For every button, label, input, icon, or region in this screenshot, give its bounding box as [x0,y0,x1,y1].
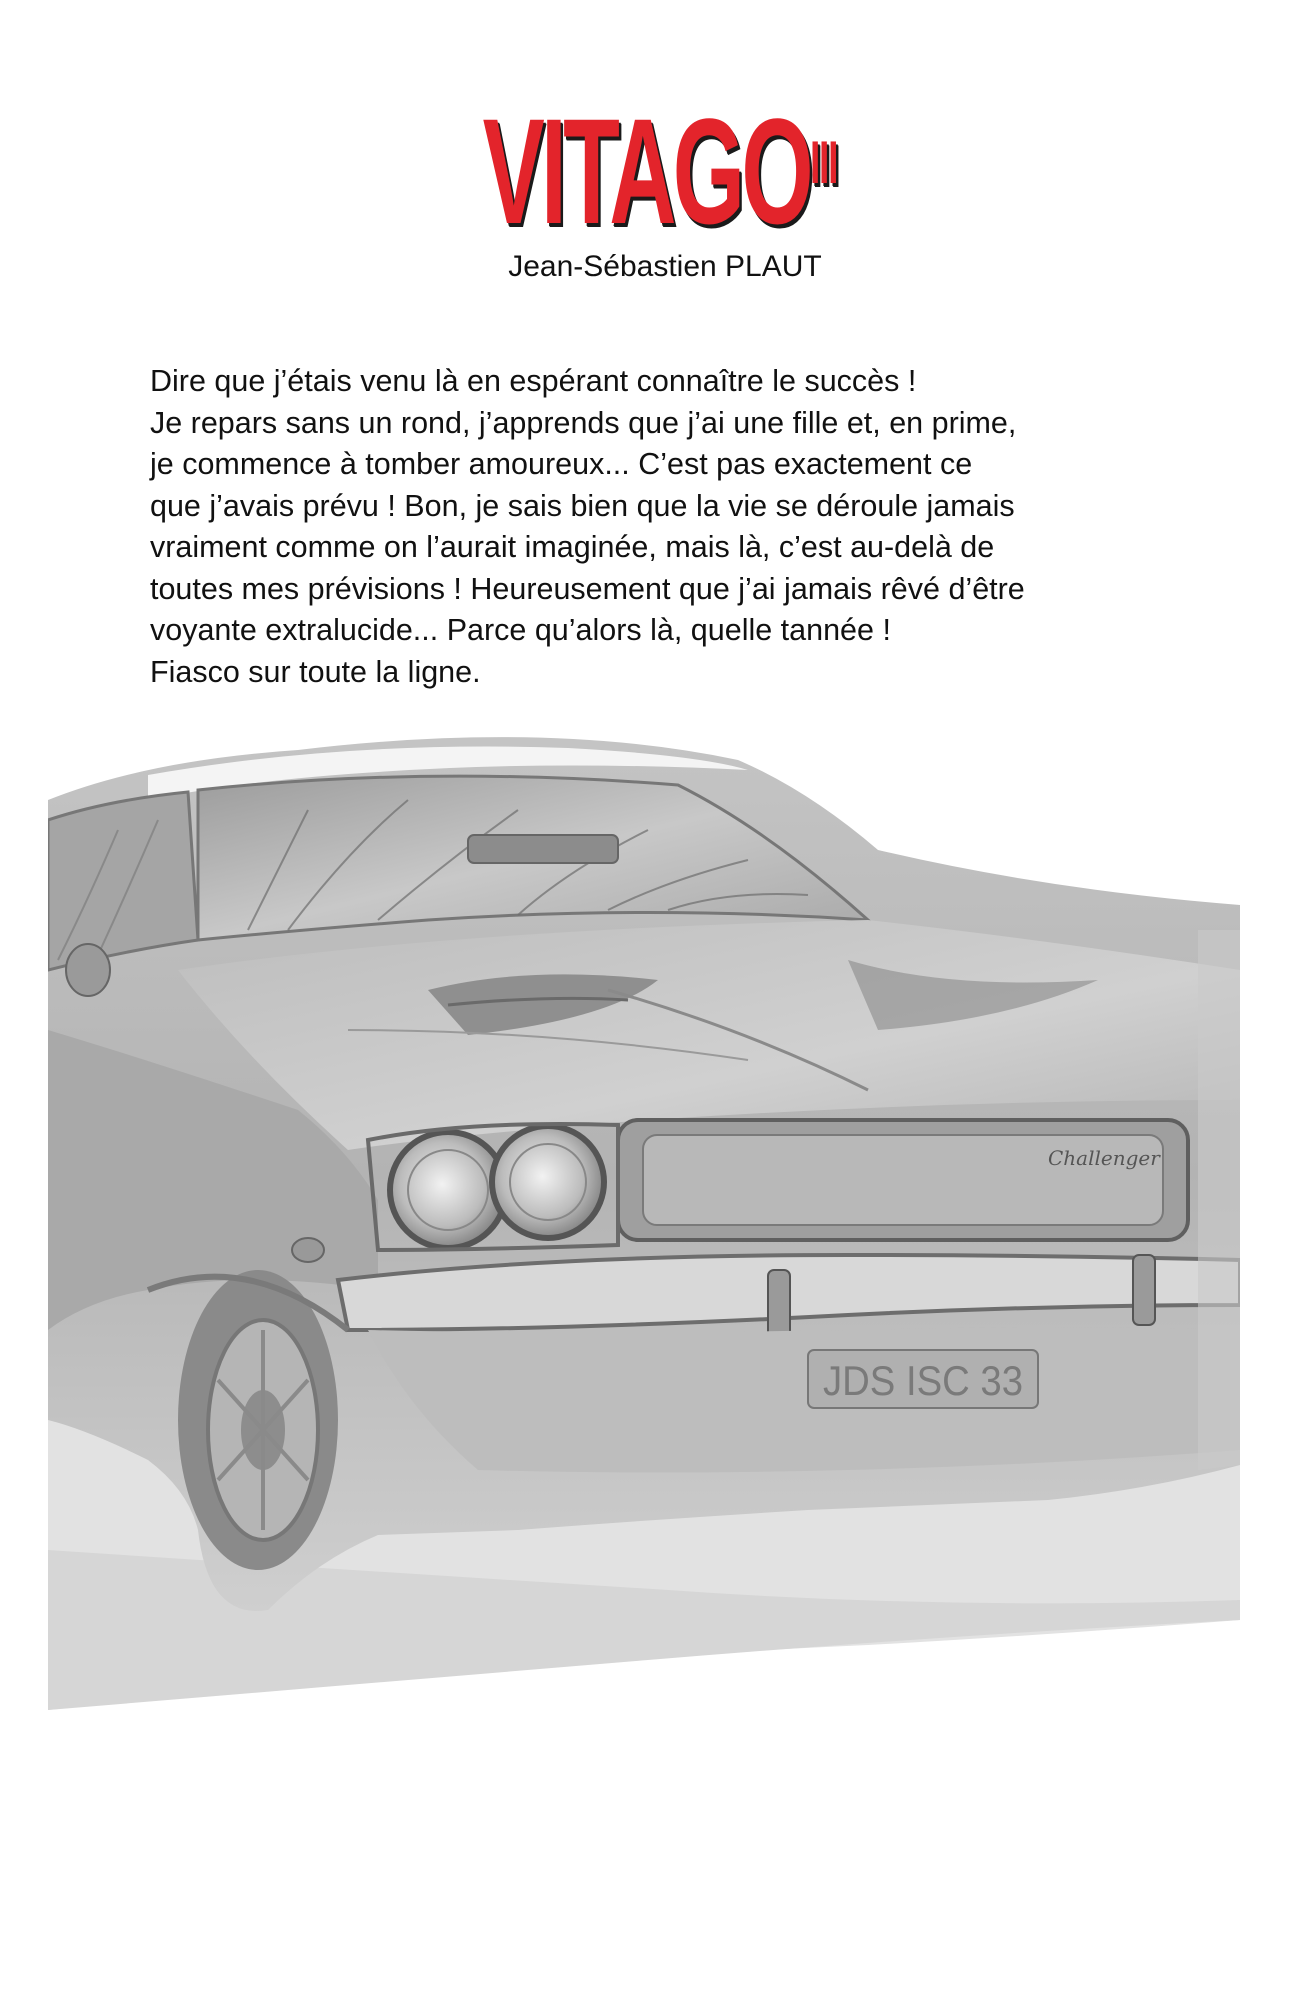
blurb-line: voyante extralucide... Parce qu’alors là, quelle tannée ! [150,613,891,647]
blurb-line: Dire que j’étais venu là en espérant connaître le succès ! [150,364,917,398]
grille-badge: Challenger [1048,1146,1160,1170]
blurb-line: Fiasco sur toute la ligne. [150,654,481,689]
headlight-right [492,1126,604,1238]
book-title-block [0,87,1300,255]
blurb-line: je commence à tomber amoureux... C’est pas exactement ce [150,447,973,481]
blurb-line: Je repars sans un rond, j’apprends que j’ai une fille et, en prime, [150,405,1017,440]
book-title-volume: III [809,129,838,196]
muscle-car-photo [48,730,1240,1710]
blurb-line: toutes mes prévisions ! Heureusement que j’ai jamais rêvé d’être [150,571,1025,606]
book-title-text: VITAGO [482,87,810,255]
book-title [482,87,838,255]
license-plate-text: JDS ISC 33 [823,1357,1023,1404]
author-name: Jean-Sébastien PLAUT [508,250,822,283]
blurb-line: que j’avais prévu ! Bon, je sais bien que la vie se déroule jamais [150,488,1015,523]
back-cover-blurb [150,361,1170,693]
blurb-line: vraiment comme on l’aurait imaginée, mais là, c’est au-delà de [150,530,995,564]
